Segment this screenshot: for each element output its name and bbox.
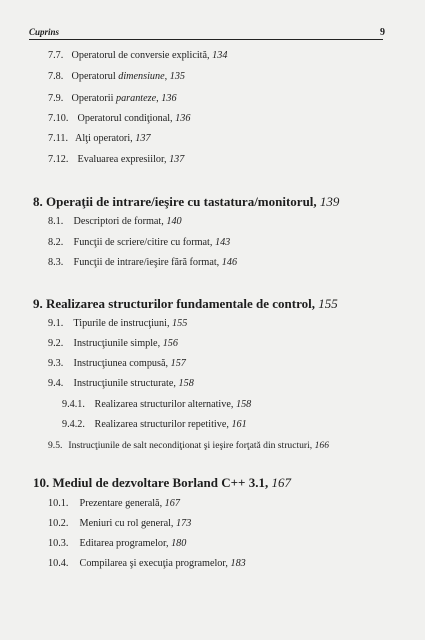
entry-number: 10.3. [48,538,69,549]
chapter-title: 8. Operaţii de intrare/ieşire cu tastatura/monitorul, [33,194,320,209]
toc-entry-7-11 [48,133,151,145]
entry-title: Prezentare generală, [79,498,165,509]
entry-number: 9.2. [48,338,64,349]
toc-entry-10-1 [48,498,180,510]
entry-number: 9.4.1. [62,399,85,410]
chapter-title: 9. Realizarea structurilor fundamentale de control, [33,296,319,311]
toc-entry-7-8 [48,71,185,83]
entry-page: 137 [169,154,185,165]
chapter-page: 155 [318,296,338,311]
entry-number: 10.1. [48,498,69,509]
entry-number: 9.4.2. [62,419,85,430]
entry-page: 140 [166,216,182,227]
entry-number: 7.11. [48,133,68,144]
entry-page: 161 [231,419,247,430]
chapter-8-heading [33,194,339,209]
header-title: Cuprins [29,27,60,37]
entry-page: 136 [161,93,177,104]
entry-page: 135 [169,71,186,82]
entry-number: 9.1. [48,318,64,329]
entry-page: 173 [176,518,192,529]
entry-number: 7.7. [48,50,64,61]
entry-page: 180 [171,538,187,549]
entry-title-suffix: , [164,71,170,82]
entry-page: 137 [135,133,151,144]
entry-page: 157 [170,358,186,369]
entry-page: 158 [235,399,252,410]
entry-title: Instrucţiunile structurate, [73,378,179,389]
toc-entry-7-7 [48,50,227,62]
toc-entry-9-4 [48,378,194,390]
entry-page: 156 [162,338,178,349]
chapter-9-heading [33,296,338,311]
entry-number: 9.4. [48,378,64,389]
entry-title: Instrucţiunile simple, [73,338,163,349]
entry-page: 155 [172,318,188,329]
chapter-title: 10. Mediul de dezvoltare Borland C++ 3.1, [33,475,272,490]
toc-entry-9-3 [48,358,186,370]
toc-entry-7-9 [48,93,177,105]
toc-entry-7-10 [48,113,190,125]
toc-entry-9-5 [48,440,329,452]
chapter-page: 167 [271,475,291,490]
toc-entry-10-2 [48,518,191,530]
entry-number: 10.4. [48,558,69,569]
chapter-10-heading [33,475,291,490]
entry-number: 8.2. [48,237,64,248]
entry-number: 10.2. [48,518,69,529]
entry-title: Meniuri cu rol general, [79,518,177,529]
entry-page: 143 [214,237,231,248]
toc-entry-9-4-2 [62,419,247,431]
entry-title: Instrucţiunea compusă, [73,358,171,369]
entry-number: 7.10. [48,113,69,124]
toc-entry-8-3 [48,257,237,269]
entry-title: Operatorii [71,93,116,104]
entry-page: 166 [314,440,329,451]
entry-title: Compilarea şi execuţia programelor, [79,558,231,569]
entry-title: Operatorul condiţional, [77,113,176,124]
toc-entry-8-1 [48,216,182,228]
entry-title: Funcţii de scriere/citire cu format, [73,237,215,248]
toc-entry-7-12 [48,154,184,166]
entry-page: 146 [221,257,238,268]
entry-title-italic: paranteze [115,93,157,104]
entry-page: 183 [230,558,246,569]
entry-title-italic: dimensiune [118,71,165,82]
toc-entry-10-3 [48,538,186,550]
entry-number: 9.3. [48,358,64,369]
toc-entry-9-2 [48,338,178,350]
entry-title: Editarea programelor, [79,538,172,549]
entry-page: 134 [212,50,228,61]
entry-number: 7.12. [48,154,69,165]
entry-title: Funcţii de intrare/ieşire fără format, [73,257,222,268]
entry-title: Operatorul de conversie explicită, [71,50,213,61]
entry-title: Tipurile de instrucţiuni, [73,318,173,329]
entry-page: 136 [175,113,191,124]
entry-number: 9.5. [48,440,63,451]
entry-number: 8.3. [48,257,64,268]
entry-title: Operatorul [71,71,119,82]
toc-entry-9-4-1 [62,399,251,411]
entry-page: 158 [178,378,194,389]
entry-title: Instrucţiunile de salt necondiţionat şi ieşire forţată din structuri, [68,440,315,451]
entry-title: Alţi operatori, [74,133,136,144]
toc-entry-8-2 [48,237,230,249]
entry-number: 7.9. [48,93,64,104]
entry-title: Evaluarea expresiilor, [77,154,170,165]
header-rule [29,39,383,40]
toc-entry-10-4 [48,558,246,570]
header-page-number: 9 [380,27,385,38]
entry-title-suffix: , [156,93,162,104]
chapter-page: 139 [319,194,340,209]
entry-page: 167 [164,498,180,509]
entry-title: Realizarea structurilor alternative, [94,399,236,410]
entry-number: 7.8. [48,71,64,82]
entry-title: Realizarea structurilor repetitive, [94,419,232,430]
toc-entry-9-1 [48,318,187,330]
entry-number: 8.1. [48,216,64,227]
entry-title: Descriptori de format, [73,216,167,227]
